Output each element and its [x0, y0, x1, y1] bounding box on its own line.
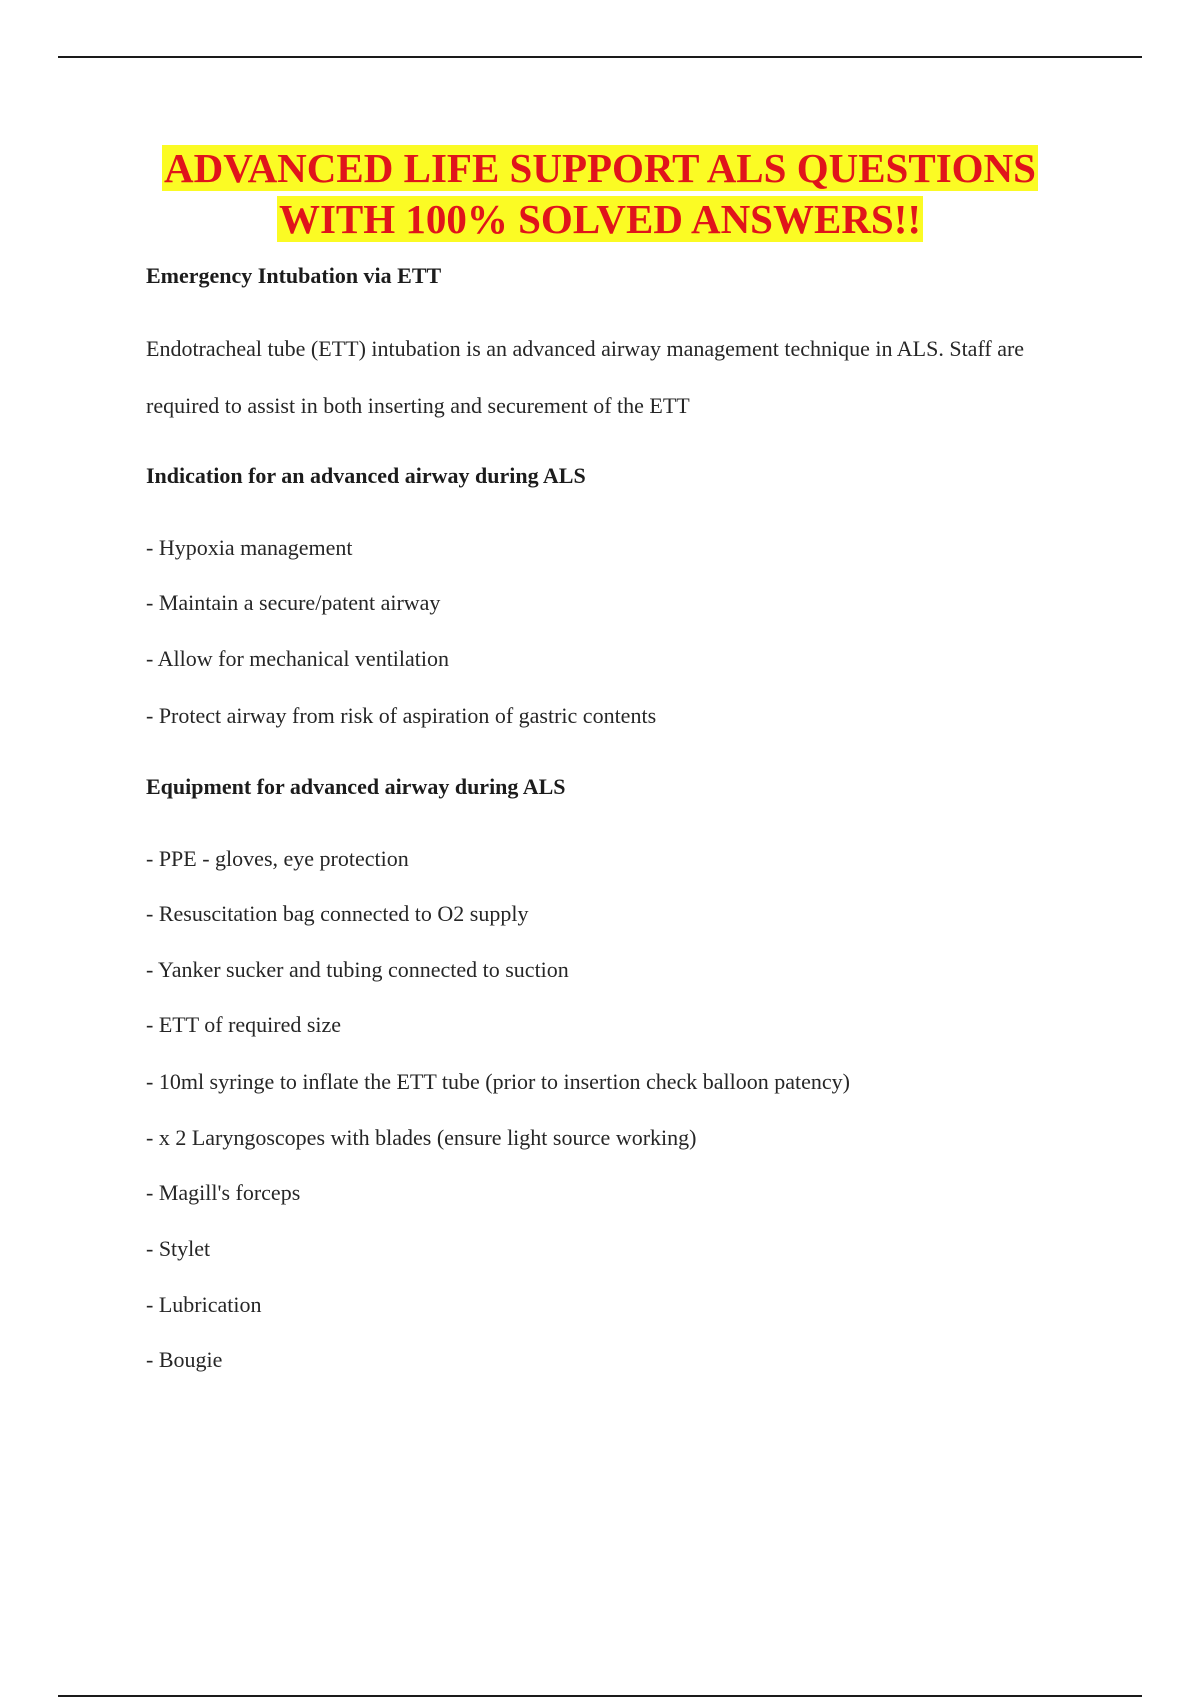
- list-item: - Allow for mechanical ventilation: [146, 646, 450, 671]
- top-divider: [58, 56, 1142, 58]
- heading-indication: Indication for an advanced airway during ALS: [146, 463, 586, 488]
- list-item: - ETT of required size: [146, 1012, 342, 1037]
- list-item: - Maintain a secure/patent airway: [146, 590, 441, 615]
- document-title: [0, 143, 1200, 245]
- heading-equipment: Equipment for advanced airway during ALS: [146, 774, 566, 799]
- heading-emergency-intubation: Emergency Intubation via ETT: [146, 263, 442, 288]
- list-item: - Protect airway from risk of aspiration of gastric contents: [146, 703, 657, 728]
- list-item: - Stylet: [146, 1236, 211, 1261]
- list-item: - PPE - gloves, eye protection: [146, 846, 409, 871]
- intubation-paragraph: Endotracheal tube (ETT) intubation is an advanced airway management technique in ALS. Staff are required to assist in both inserting and securement of the ETT: [146, 336, 1025, 418]
- list-item: - Resuscitation bag connected to O2 supply: [146, 901, 529, 926]
- list-item: - x 2 Laryngoscopes with blades (ensure light source working): [146, 1125, 697, 1150]
- list-item: - Hypoxia management: [146, 535, 353, 560]
- title-line-1: ADVANCED LIFE SUPPORT ALS QUESTIONS: [164, 145, 1036, 191]
- list-item: - Lubrication: [146, 1292, 262, 1317]
- list-item: - 10ml syringe to inflate the ETT tube (prior to insertion check balloon patency): [146, 1069, 850, 1094]
- title-line-2: WITH 100% SOLVED ANSWERS!!: [278, 196, 922, 242]
- bottom-divider: [58, 1695, 1142, 1697]
- list-item: - Yanker sucker and tubing connected to suction: [146, 957, 569, 982]
- list-item: - Magill's forceps: [146, 1180, 301, 1205]
- list-item: - Bougie: [146, 1347, 223, 1372]
